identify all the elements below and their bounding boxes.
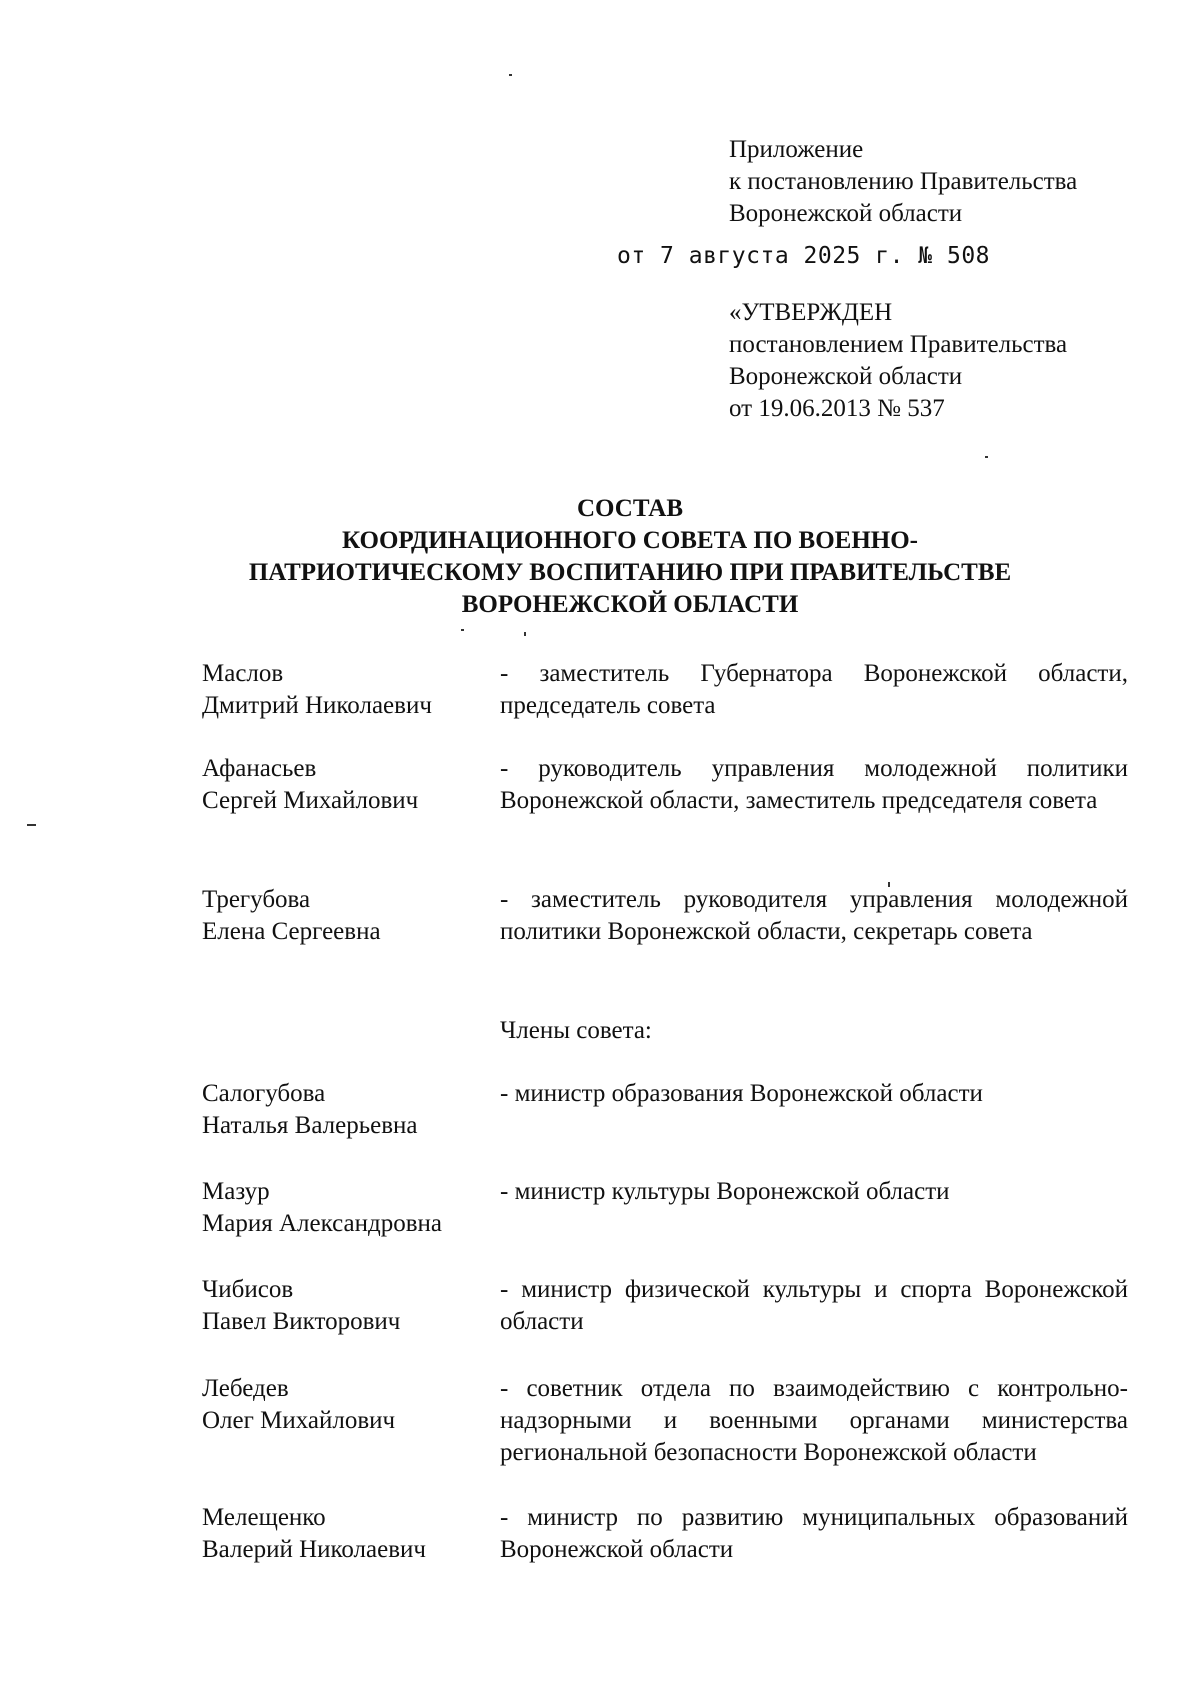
document-title [160, 493, 1100, 621]
member-given-name: Павел Викторович [202, 1308, 401, 1335]
member-name [202, 1373, 492, 1437]
member-surname: Чибисов [202, 1276, 294, 1303]
member-name [202, 753, 492, 817]
approved-line: «УТВЕРЖДЕН [729, 299, 893, 326]
member-surname: Лебедев [202, 1375, 289, 1402]
resolution-date: от 7 августа 2025 г. № 508 [617, 243, 991, 269]
member-name [202, 1502, 492, 1566]
member-surname: Мазур [202, 1178, 270, 1205]
title-line: КООРДИНАЦИОННОГО СОВЕТА ПО ВОЕННО- [342, 527, 918, 554]
member-surname: Трегубова [202, 886, 311, 913]
scan-speck [985, 456, 988, 458]
member-role: - министр по развитию муниципальных образований Воронежской области [500, 1504, 1128, 1563]
scan-speck [461, 629, 464, 631]
member-given-name: Сергей Михайлович [202, 787, 419, 814]
member-role: - заместитель руководителя управления молодежной политики Воронежской области, секретарь совета [500, 886, 1128, 945]
member-given-name: Валерий Николаевич [202, 1536, 426, 1563]
scan-speck [27, 824, 36, 826]
title-line: ПАТРИОТИЧЕСКОМУ ВОСПИТАНИЮ ПРИ ПРАВИТЕЛЬСТВЕ [248, 559, 1012, 586]
member-role: - советник отдела по взаимодействию с контрольно-надзорными и военными органами министерства региональной безопасности Воронежской области [500, 1375, 1128, 1466]
member-name [202, 658, 492, 722]
approved-line: постановлением Правительства [729, 331, 1068, 358]
member-given-name: Дмитрий Николаевич [202, 692, 432, 719]
member-given-name: Олег Михайлович [202, 1407, 396, 1434]
member-surname: Афанасьев [202, 755, 317, 782]
title-line: СОСТАВ [576, 495, 684, 522]
member-given-name: Елена Сергеевна [202, 918, 381, 945]
approved-line: Воронежской области [729, 363, 963, 390]
member-name [202, 1078, 492, 1142]
members-header: Члены совета: [500, 1017, 652, 1044]
member-name [202, 884, 492, 948]
scan-speck [509, 74, 512, 76]
member-surname: Мелещенко [202, 1504, 326, 1531]
member-role: - заместитель Губернатора Воронежской области, председатель совета [500, 660, 1128, 719]
member-surname: Салогубова [202, 1080, 326, 1107]
appendix-line: Воронежской области [729, 200, 963, 227]
member-name [202, 1176, 492, 1240]
member-role: - руководитель управления молодежной политики Воронежской области, заместитель председателя совета [500, 755, 1128, 814]
member-role: - министр культуры Воронежской области [500, 1178, 950, 1205]
approved-block [729, 297, 1067, 425]
approved-line: от 19.06.2013 № 537 [729, 395, 945, 422]
title-line: ВОРОНЕЖСКОЙ ОБЛАСТИ [461, 591, 799, 618]
member-role: - министр физической культуры и спорта Воронежской области [500, 1276, 1128, 1335]
member-surname: Маслов [202, 660, 284, 687]
member-role: - министр образования Воронежской области [500, 1080, 983, 1107]
scan-speck [524, 632, 526, 636]
member-given-name: Наталья Валерьевна [202, 1112, 418, 1139]
appendix-line: к постановлению Правительства [729, 168, 1078, 195]
member-name [202, 1274, 492, 1338]
member-given-name: Мария Александровна [202, 1210, 442, 1237]
appendix-line: Приложение [729, 136, 864, 163]
appendix-block [729, 134, 1077, 230]
